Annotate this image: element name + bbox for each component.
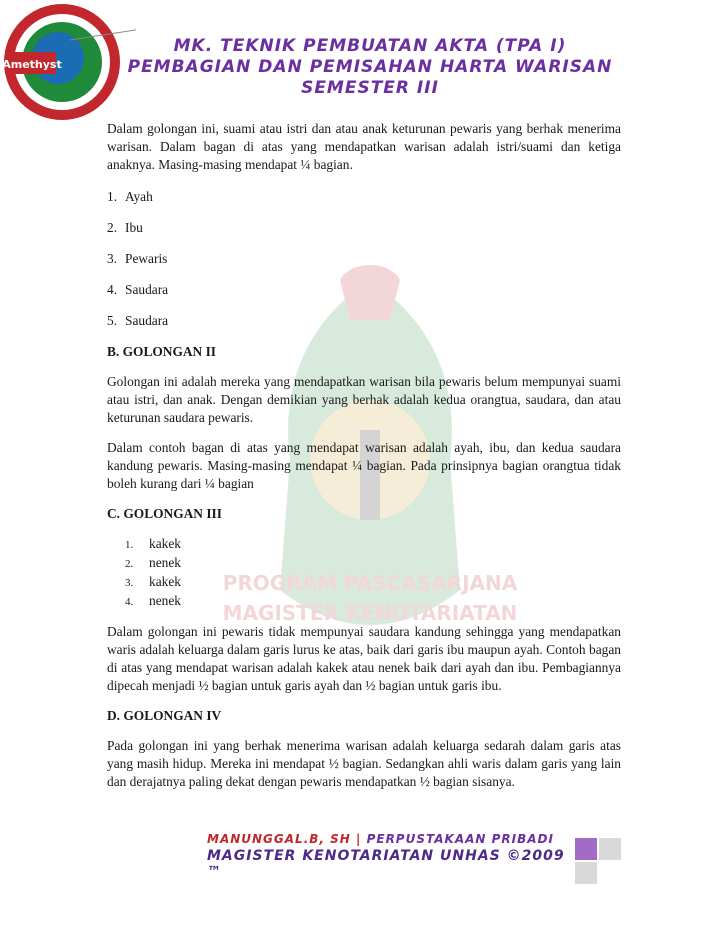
grandparents-list — [107, 535, 621, 611]
list-item: 1. Ayah — [107, 189, 153, 204]
header-topic-title: PEMBAGIAN DAN PEMISAHAN HARTA WARISAN — [127, 57, 613, 77]
paragraph-c: Dalam golongan ini pewaris tidak mempunyai saudara kandung sehingga yang mendapatkan waris adalah keluarga dalam garis lurus ke atas, baik dari garis ibu maupun ayah. Contoh bagan di atas yang mendapat warisan adalah kakek atau nenek baik dari ayah dan ibu. Pembagiannya dipecah menjadi ½ bagian untuk garis ayah dan ½ bagian untuk garis ibu. — [107, 624, 621, 693]
list-item: 2. nenek — [125, 555, 181, 570]
paragraph-b1: Golongan ini adalah mereka yang mendapatkan warisan bila pewaris belum mempunyai suami atau istri, dan anak. Dengan demikian yang berhak adalah kedua orangtua, saudara, dan atau keturunan saudara pewaris. — [107, 374, 621, 425]
decorative-squares — [575, 838, 621, 884]
document-header — [120, 36, 620, 99]
section-heading-c: C. GOLONGAN III — [107, 506, 222, 521]
footer-line-2: MAGISTER KENOTARIATAN UNHAS ©2009 ™ — [207, 848, 565, 880]
header-course-title: MK. TEKNIK PEMBUATAN AKTA (TPA I) — [173, 36, 567, 56]
footer-library: PERPUSTAKAAN PRIBADI — [366, 832, 554, 846]
logo-text: Amethyst — [2, 58, 62, 71]
document-body — [107, 120, 621, 791]
paragraph-d: Pada golongan ini yang berhak menerima warisan adalah keluarga sedarah dalam garis atas yang masih hidup. Mereka ini mendapat ½ bagian. Sedangkan ahli waris dalam garis yang lain dan derajatnya paling dekat dengan pewaris mendapatkan ½ bagian sisanya. — [107, 738, 621, 789]
header-semester: SEMESTER III — [301, 78, 439, 98]
watermark-text-2: MAGISTER KENOTARIATAN — [222, 601, 518, 625]
square-gray — [575, 862, 597, 884]
square-gray — [599, 838, 621, 860]
watermark-text-1: PROGRAM PASCASARJANA — [222, 571, 518, 595]
list-item: 4. nenek — [125, 593, 181, 608]
document-footer — [207, 832, 567, 880]
intro-paragraph: Dalam golongan ini, suami atau istri dan atau anak keturunan pewaris yang berhak menerima warisan. Dalam bagan di atas yang mendapatkan warisan adalah istri/suami dan ketiga anaknya. Masing-masing mendapat ¼ bagian. — [107, 121, 621, 172]
list-item: 4. Saudara — [107, 282, 169, 297]
paragraph-b2: Dalam contoh bagan di atas yang mendapat warisan adalah ayah, ibu, dan kedua saudara kandung pewaris. Masing-masing mendapat ¼ bagian. Pada prinsipnya bagian orangtua tidak boleh kurang dari ¼ bagian — [107, 440, 621, 491]
square-purple — [575, 838, 597, 860]
list-item: 3. Pewaris — [107, 251, 168, 266]
footer-line-1 — [207, 832, 567, 846]
list-item: 3. kakek — [125, 574, 181, 589]
list-item: 1. kakek — [125, 536, 181, 551]
section-heading-b: B. GOLONGAN II — [107, 344, 217, 359]
list-item: 5. Saudara — [107, 313, 169, 328]
section-heading-d: D. GOLONGAN IV — [107, 708, 222, 723]
list-item: 2. Ibu — [107, 220, 143, 235]
amethyst-logo — [0, 0, 136, 128]
heirs-list — [107, 188, 621, 330]
footer-author: MANUNGGAL.B, SH | — [207, 832, 362, 846]
